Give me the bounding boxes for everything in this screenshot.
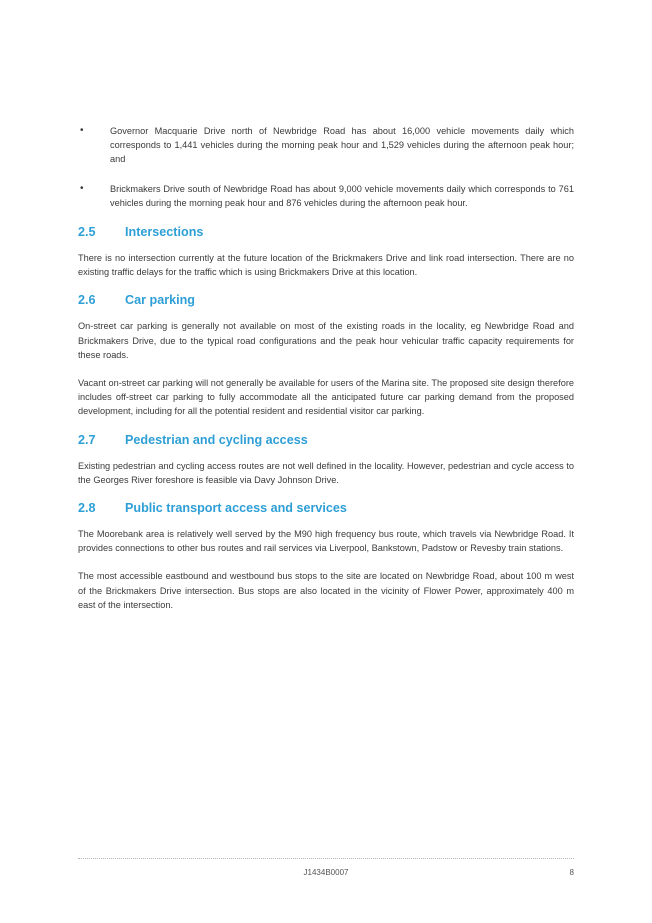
- paragraph: There is no intersection currently at the future location of the Brickmakers Drive and link road intersection. There are no existing traffic delays for the traffic which is using Brickmakers Drive at this location.: [78, 253, 574, 278]
- bullet-text: Brickmakers Drive south of Newbridge Road has about 9,000 vehicle movements daily which corresponds to 761 vehicles during the morning peak hour and 876 vehicles during the afternoon peak hour.: [110, 183, 574, 208]
- section-number: 2.7: [78, 432, 96, 447]
- bullet-icon: •: [80, 125, 84, 136]
- section-car-parking: [78, 293, 574, 418]
- paragraph: Vacant on-street car parking will not generally be available for users of the Marina site. The proposed site design therefore includes off-street car parking to fully accommodate all the anticipated future car parking demand from the proposed development, including for all the potential resident and residential visitor car parking.: [78, 378, 574, 417]
- paragraph: On-street car parking is generally not available on most of the existing roads in the locality, eg Newbridge Road and Brickmakers Drive, due to the typical road configurations and the peak hour vehicular traffic capacity requirements for these roads.: [78, 321, 574, 360]
- section-heading: [78, 293, 574, 307]
- section-intersections: [78, 225, 574, 279]
- footer-page-number: 8: [569, 868, 574, 877]
- paragraph: The Moorebank area is relatively well served by the M90 high frequency bus route, which travels via Newbridge Road. It provides connections to other bus routes and rail services via Liverpool, Bankstown, Padstow or Revesby train stations.: [78, 529, 574, 554]
- section-number: 2.5: [78, 225, 96, 240]
- section-heading: [78, 501, 574, 515]
- footer-document-code: J1434B0007: [303, 868, 349, 877]
- section-public-transport: [78, 501, 574, 612]
- section-number: 2.8: [78, 501, 96, 516]
- paragraph: Existing pedestrian and cycling access routes are not well defined in the locality. However, pedestrian and cycle access to the Georges River foreshore is feasible via Davy Johnson Drive.: [78, 460, 574, 485]
- section-heading: [78, 433, 574, 447]
- bullet-item: [78, 124, 574, 167]
- section-title: Pedestrian and cycling access: [125, 432, 308, 447]
- footer-divider: [78, 858, 574, 859]
- section-pedestrian-cycling: [78, 433, 574, 487]
- section-heading: [78, 225, 574, 239]
- paragraph: The most accessible eastbound and westbound bus stops to the site are located on Newbridge Road, about 100 m west of the Brickmakers Drive intersection. Bus stops are also located in the vicinity of Flower Power, approximately 400 m east of the intersection.: [78, 571, 574, 610]
- bullet-text: Governor Macquarie Drive north of Newbridge Road has about 16,000 vehicle movements daily which corresponds to 1,441 vehicles during the morning peak hour and 1,529 vehicles during the afternoon peak hour; and: [110, 126, 574, 165]
- bullet-item: [78, 182, 574, 210]
- page-content: [78, 124, 574, 626]
- bullet-list: [78, 124, 574, 210]
- section-title: Public transport access and services: [125, 501, 347, 516]
- bullet-icon: •: [80, 182, 84, 194]
- section-title: Car parking: [125, 293, 195, 308]
- section-number: 2.6: [78, 293, 96, 308]
- section-title: Intersections: [125, 225, 204, 240]
